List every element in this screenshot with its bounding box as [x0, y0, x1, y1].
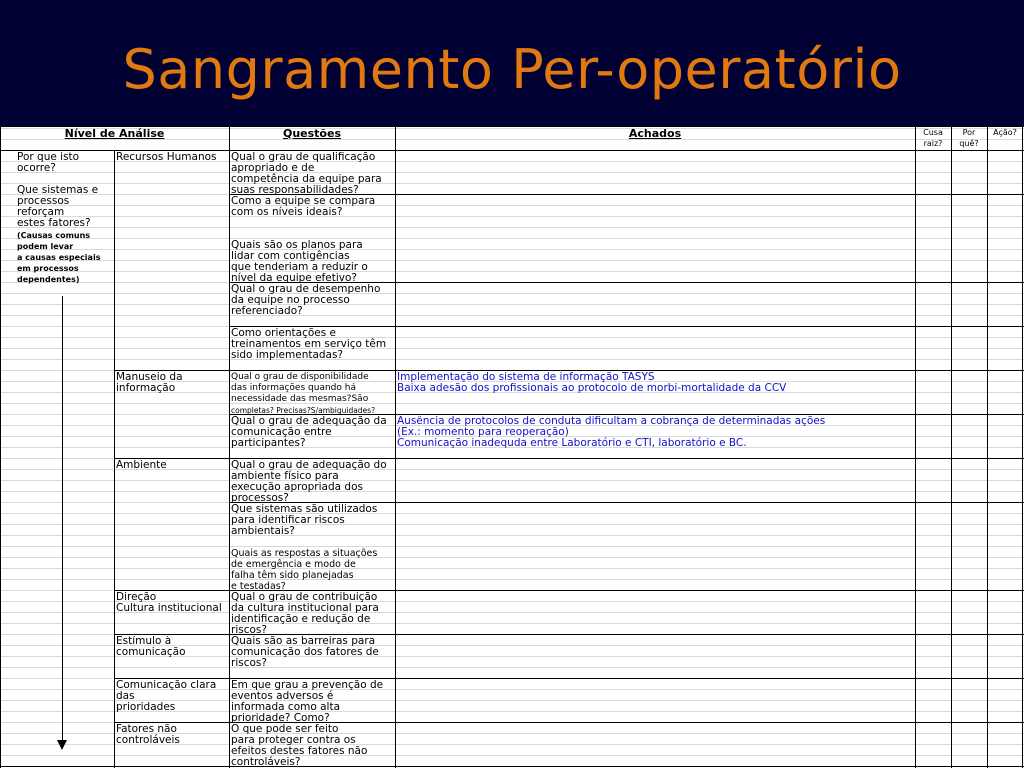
question-item: Qual o grau de disponibilidade das informações quando há necessidade das mesmas?São: [231, 372, 369, 404]
grid-line: [0, 126, 1, 768]
question-item: Em que grau a prevenção de eventos adversos é informada como alta prioridade? Como?: [231, 680, 384, 724]
question-item: Como orientações e treinamentos em serviço têm sido implementadas?: [231, 328, 387, 361]
grid-line: [229, 326, 1024, 327]
grid-line: [0, 150, 1024, 151]
factor-direcao-cultura: Direção Cultura institucional: [116, 592, 222, 614]
question-item: Qual o grau de contribuição da cultura institucional para identificação e redução de riscos?: [231, 592, 379, 636]
question-item: Qual o grau de qualificação apropriado e de competência da equipe para suas responsabilidades?: [231, 152, 382, 196]
grid-line: [114, 458, 1024, 459]
header-questoes: Questões: [282, 127, 341, 140]
grid-line: [915, 126, 916, 768]
factor-comunicacao-prioridades: Comunicação clara das prioridades: [116, 680, 217, 713]
factor-manuseio-informacao: Manuseio da informação: [116, 372, 183, 394]
grid-line: [229, 126, 230, 768]
factor-nao-controlaveis: Fatores não controláveis: [116, 724, 180, 746]
grid-line: [395, 126, 396, 768]
arrow-head-icon: [57, 740, 67, 750]
analysis-table: [0, 126, 1024, 768]
level-question-text: Por que isto ocorre? Que sistemas e processos reforçam estes fatores?: [17, 152, 99, 229]
grid-line: [114, 370, 1024, 371]
question-item: Como a equipe se compara com os níveis ideais?: [231, 196, 376, 218]
question-item: Quais as respostas a situações de emergência e modo de falha têm sido planejadas e testadas?: [231, 548, 378, 592]
factor-ambiente: Ambiente: [116, 460, 167, 471]
finding-comunicacao: Ausência de protocolos de conduta dificultam a cobrança de determinadas ações (Ex.: momento para reoperação) Comunicação inadequda entre Laboratório e CTI, laboratório e BC.: [397, 416, 826, 449]
grid-line: [987, 126, 988, 768]
question-item: Quais são as barreiras para comunicação dos fatores de riscos?: [231, 636, 379, 669]
level-note-text: (Causas comuns podem levar a causas especiais em processos dependentes): [17, 231, 101, 284]
header-nivel-analise: Nível de Análise: [64, 127, 165, 140]
factor-estimulo-comunicacao: Estímulo à comunicação: [116, 636, 186, 658]
question-item: Qual o grau de desempenho da equipe no processo referenciado?: [231, 284, 381, 317]
question-item: Qual o grau de adequação do ambiente físico para execução apropriada dos processos?: [231, 460, 387, 504]
header-acao: Ação?: [993, 128, 1017, 137]
down-arrow-icon: [62, 296, 63, 744]
header-achados: Achados: [628, 127, 682, 140]
slide-title: Sangramento Per-operatório: [122, 38, 902, 101]
grid-line: [951, 126, 952, 768]
question-item-cont: completas? Precisas?S/ambiguidades?: [231, 406, 376, 415]
grid-line: [114, 678, 1024, 679]
grid-line: [1022, 126, 1023, 768]
finding-informacao: Implementação do sistema de informação TASYS Baixa adesão dos profissionais ao protocolo de morbi-mortalidade da CCV: [397, 372, 787, 394]
header-causa-raiz: Cusa raiz?: [923, 128, 943, 148]
header-por-que: Por quê?: [959, 128, 979, 148]
question-item: Qual o grau de adequação da comunicação entre participantes?: [231, 416, 387, 449]
question-item: Que sistemas são utilizados para identificar riscos ambientais?: [231, 504, 378, 537]
grid-line: [0, 766, 1024, 767]
factor-recursos-humanos: Recursos Humanos: [116, 152, 217, 163]
question-item: O que pode ser feito para proteger contra os efeitos destes fatores não controláveis?: [231, 724, 368, 768]
grid-line: [114, 150, 115, 768]
question-item: Quais são os planos para lidar com contigências que tenderiam a reduzir o nível da equipe efetivo?: [231, 240, 368, 284]
